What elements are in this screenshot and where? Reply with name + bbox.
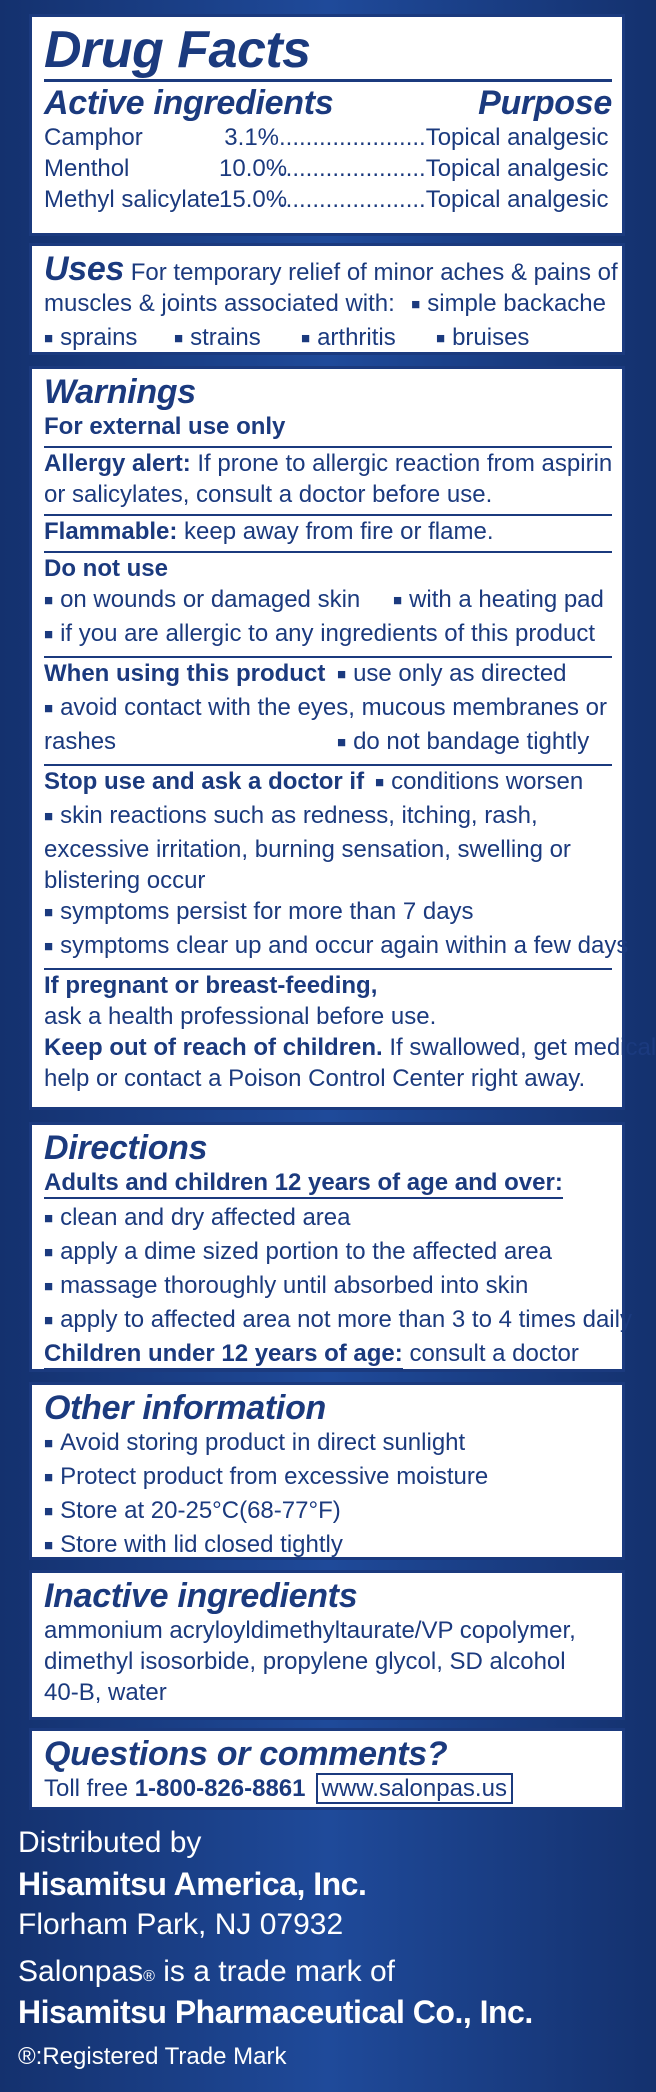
bullet-icon: ■ bbox=[44, 1210, 54, 1227]
other-item: ■ Protect product from excessive moisture bbox=[44, 1463, 489, 1490]
bullet-icon: ■ bbox=[174, 330, 184, 347]
bullet-icon: ■ bbox=[44, 1244, 54, 1261]
bullet-icon: ■ bbox=[44, 330, 54, 347]
adults-heading: Adults and children 12 years of age and over: bbox=[44, 1169, 563, 1199]
pregnant-text: ask a health professional before use. bbox=[44, 1003, 437, 1030]
children-label: Children under 12 years of age: bbox=[44, 1340, 403, 1370]
questions-panel bbox=[29, 1728, 625, 1810]
questions-heading: Questions or comments? bbox=[44, 1735, 448, 1773]
bullet-icon: ■ bbox=[337, 666, 347, 683]
bullet-icon: ■ bbox=[44, 1435, 54, 1452]
uses-list: ■ sprains ■ strains ■ arthritis ■ bruises bbox=[44, 324, 530, 351]
adults-row bbox=[44, 1167, 612, 1199]
do-not-use-line: ■ on wounds or damaged skin ■ with a heating pad bbox=[44, 586, 604, 613]
drug-facts-panel bbox=[29, 14, 625, 236]
other-info-panel bbox=[29, 1382, 625, 1560]
distributor-company: Hisamitsu America, Inc. bbox=[18, 1866, 367, 1902]
other-item: ■ Store with lid closed tightly bbox=[44, 1531, 343, 1558]
stop-use-line: blistering occur bbox=[44, 867, 206, 894]
directions-heading: Directions bbox=[44, 1129, 208, 1167]
bullet-icon: ■ bbox=[44, 1469, 54, 1486]
uses-intro: Uses For temporary relief of minor aches & pains of bbox=[44, 250, 618, 288]
keep-out-2: help or contact a Poison Control Center right away. bbox=[44, 1065, 586, 1092]
inactive-panel bbox=[29, 1570, 625, 1720]
ingredient-row: Menthol 10.0%......................Topical analgesic bbox=[44, 155, 609, 182]
inactive-heading: Inactive ingredients bbox=[44, 1577, 358, 1615]
bullet-icon: ■ bbox=[44, 1312, 54, 1329]
bullet-icon: ■ bbox=[44, 808, 54, 825]
keep-out: Keep out of reach of children. If swallowed, get medical bbox=[44, 1034, 656, 1061]
do-not-use-line: ■ if you are allergic to any ingredients of this product bbox=[44, 620, 596, 647]
bullet-icon: ■ bbox=[436, 330, 446, 347]
bullet-icon: ■ bbox=[337, 734, 347, 751]
uses-heading: Uses bbox=[44, 250, 125, 288]
external-use: For external use only bbox=[44, 413, 286, 440]
warnings-panel bbox=[29, 366, 656, 1110]
contact-row: Toll free 1-800-826-8861 www.salonpas.us bbox=[44, 1773, 612, 1804]
when-using-line: rashes ■ do not bandage tightly bbox=[44, 728, 590, 755]
direction-item: ■ apply a dime sized portion to the affected area bbox=[44, 1238, 552, 1265]
bullet-icon: ■ bbox=[44, 1537, 54, 1554]
active-header bbox=[44, 84, 612, 122]
stop-use-line: excessive irritation, burning sensation, swelling or bbox=[44, 836, 571, 863]
stop-use-line: ■ skin reactions such as redness, itching, rash, bbox=[44, 802, 538, 829]
bullet-icon: ■ bbox=[44, 626, 54, 643]
inactive-line: 40-B, water bbox=[44, 1679, 167, 1706]
bullet-icon: ■ bbox=[44, 700, 54, 717]
other-heading: Other information bbox=[44, 1389, 327, 1427]
do-not-use-heading: Do not use bbox=[44, 555, 168, 582]
directions-panel bbox=[29, 1122, 632, 1372]
when-using-line: ■ avoid contact with the eyes, mucous membranes or bbox=[44, 694, 607, 721]
bullet-icon: ■ bbox=[393, 592, 403, 609]
direction-item: ■ clean and dry affected area bbox=[44, 1204, 351, 1231]
bullet-icon: ■ bbox=[375, 774, 385, 791]
children-row: Children under 12 years of age: consult a doctor bbox=[44, 1338, 612, 1370]
phone-number: 1-800-826-8861 bbox=[134, 1775, 306, 1802]
bullet-icon: ■ bbox=[301, 330, 311, 347]
pregnant-heading: If pregnant or breast-feeding, bbox=[44, 972, 378, 999]
trademark-line: Salonpas® is a trade mark of bbox=[18, 1955, 395, 1988]
bullet-icon: ■ bbox=[44, 592, 54, 609]
distributor-address: Florham Park, NJ 07932 bbox=[18, 1908, 344, 1941]
allergy-alert: Allergy alert: If prone to allergic reaction from aspirin bbox=[44, 450, 613, 477]
bullet-icon: ■ bbox=[44, 938, 54, 955]
other-item: ■ Store at 20-25°C(68-77°F) bbox=[44, 1497, 341, 1524]
uses-panel bbox=[29, 243, 625, 355]
divider bbox=[44, 79, 612, 82]
when-using: When using this product ■ use only as directed bbox=[44, 660, 567, 687]
website-link[interactable]: www.salonpas.us bbox=[316, 1773, 513, 1804]
other-item: ■ Avoid storing product in direct sunlight bbox=[44, 1429, 466, 1456]
registered-mark: ® bbox=[143, 1968, 155, 1985]
bullet-icon: ■ bbox=[44, 1503, 54, 1520]
bullet-icon: ■ bbox=[44, 904, 54, 921]
direction-item: ■ massage thoroughly until absorbed into skin bbox=[44, 1272, 529, 1299]
bullet-icon: ■ bbox=[411, 296, 421, 313]
purpose-heading: Purpose bbox=[478, 84, 612, 122]
ingredient-row: Camphor 3.1%......................Topical analgesic bbox=[44, 124, 609, 151]
parent-company: Hisamitsu Pharmaceutical Co., Inc. bbox=[18, 1994, 533, 2030]
active-heading: Active ingredients bbox=[44, 84, 334, 122]
uses-intro-2: muscles & joints associated with: ■ simple backache bbox=[44, 290, 606, 317]
stop-use-line: ■ symptoms persist for more than 7 days bbox=[44, 898, 474, 925]
registered-note: ®:Registered Trade Mark bbox=[18, 2043, 287, 2070]
inactive-line: dimethyl isosorbide, propylene glycol, SD alcohol bbox=[44, 1648, 566, 1675]
page-title: Drug Facts bbox=[44, 21, 311, 79]
direction-item: ■ apply to affected area not more than 3 to 4 times daily bbox=[44, 1306, 632, 1333]
stop-use-line: ■ symptoms clear up and occur again within a few days bbox=[44, 932, 629, 959]
warnings-heading: Warnings bbox=[44, 373, 196, 411]
inactive-line: ammonium acryloyldimethyltaurate/VP copolymer, bbox=[44, 1617, 576, 1644]
ingredient-row: Methyl salicylate15.0%......................Topical analgesic bbox=[44, 186, 609, 213]
bullet-icon: ■ bbox=[44, 1278, 54, 1295]
stop-use: Stop use and ask a doctor if ■ conditions worsen bbox=[44, 768, 584, 795]
allergy-alert-2: or salicylates, consult a doctor before use. bbox=[44, 481, 493, 508]
distributed-by: Distributed by bbox=[18, 1826, 202, 1859]
flammable: Flammable: keep away from fire or flame. bbox=[44, 518, 494, 545]
